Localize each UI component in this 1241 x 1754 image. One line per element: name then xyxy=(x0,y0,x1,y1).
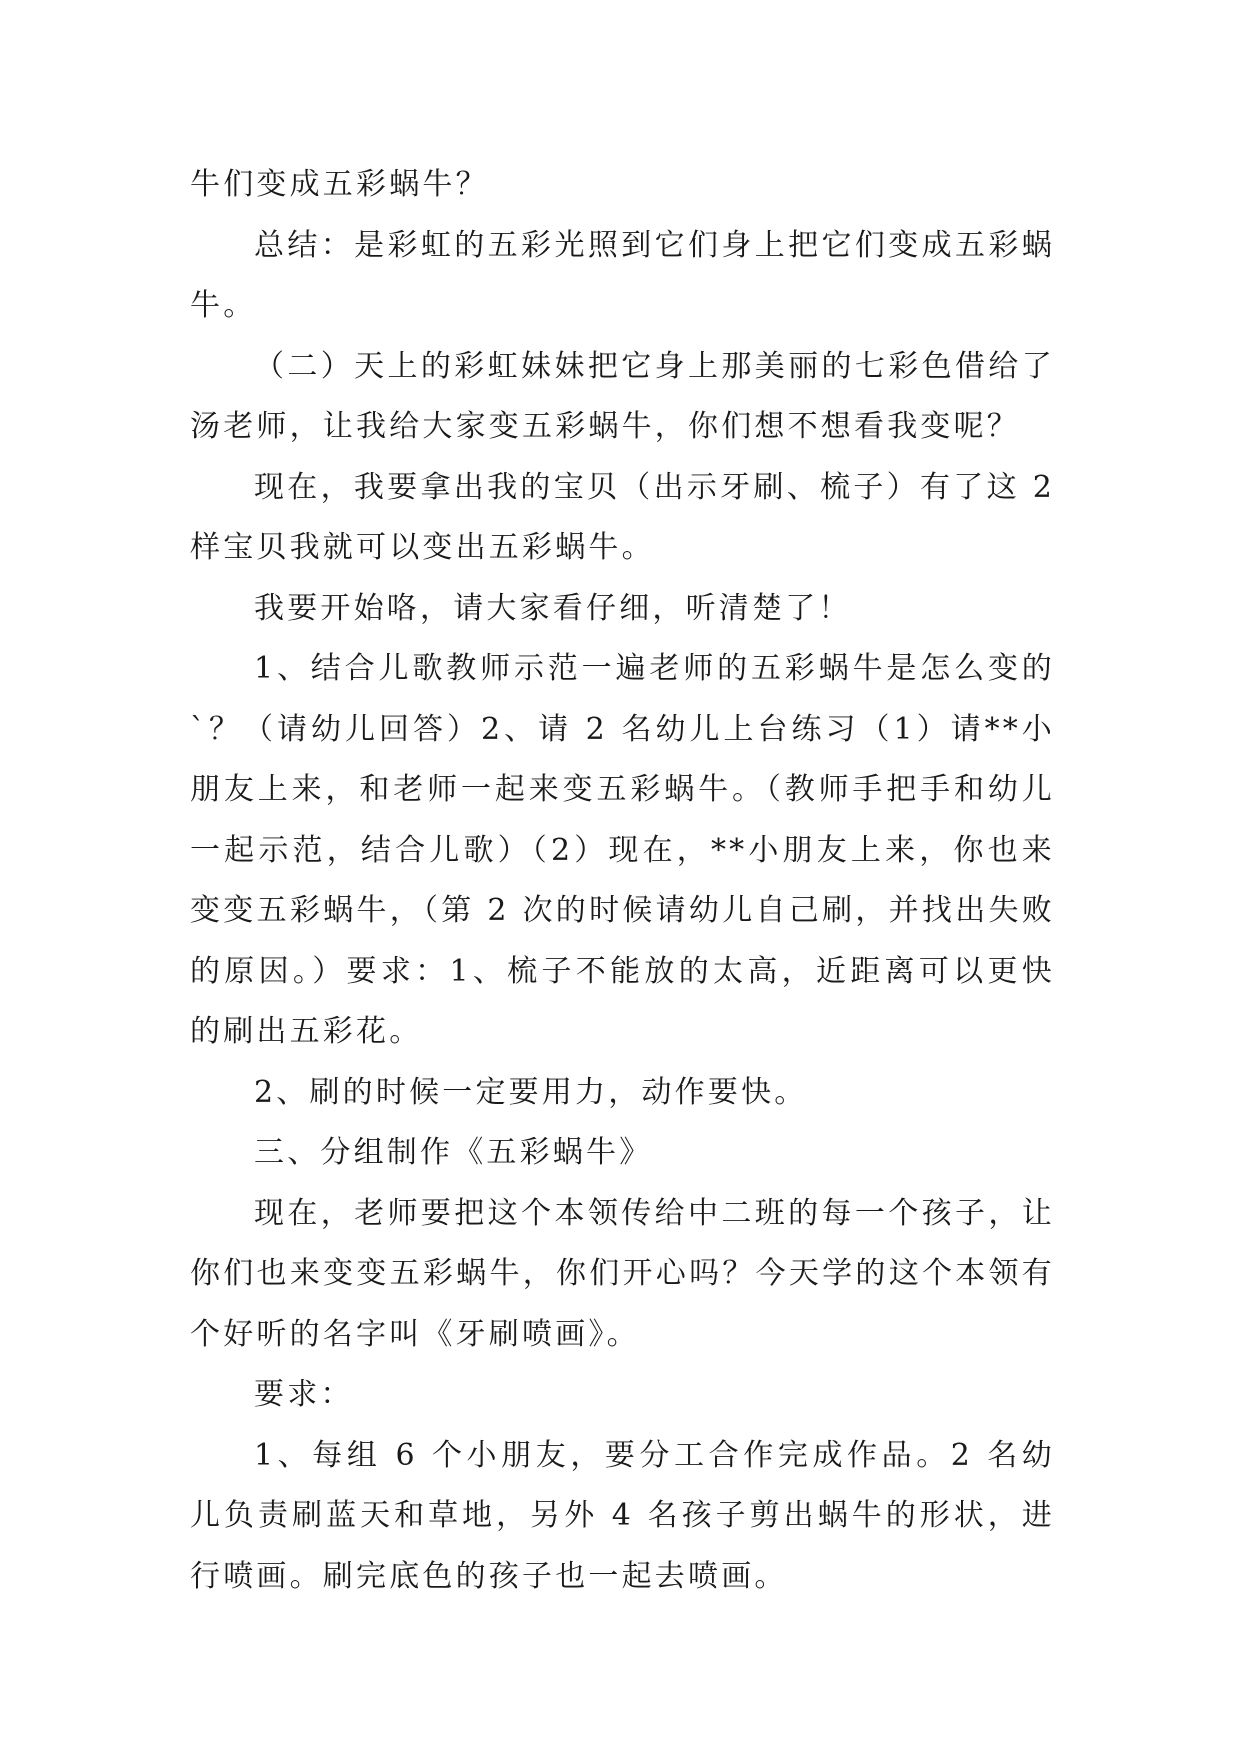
paragraph-group-rules: 1、每组 6 个小朋友，要分工合作完成作品。2 名幼儿负责刷蓝天和草地，另外 4 名孩子剪出蜗牛的形状，进行喷画。刷完底色的孩子也一起去喷画。 xyxy=(190,1437,1055,1594)
section-heading-group-work: 三、分组制作《五彩蜗牛》 xyxy=(254,1135,653,1170)
paragraph-treasure: 现在，我要拿出我的宝贝（出示牙刷、梳子）有了这 2 样宝贝我就可以变出五彩蜗牛。 xyxy=(190,469,1055,565)
paragraph-teach-skill: 现在，老师要把这个本领传给中二班的每一个孩子，让你们也来变变五彩蜗牛，你们开心吗？今天学的这个本领有个好听的名字叫《牙刷喷画》。 xyxy=(190,1195,1055,1352)
paragraph-requirements-label: 要求： xyxy=(254,1377,354,1412)
paragraph-demonstration: 1、结合儿歌教师示范一遍老师的五彩蜗牛是怎么变的`？（请幼儿回答）2、请 2 名幼儿上台练习（1）请**小朋友上来，和老师一起来变五彩蜗牛。（教师手把手和幼儿一起示范，结合儿歌）（2）现在，**小朋友上来，你也来变变五彩蜗牛，（第 2 次的时候请幼儿自己刷，并找出失败的原因。）要求：1、梳子不能放的太高，近距离可以更快的刷出五彩花。 xyxy=(190,651,1055,1049)
paragraph-continuation: 牛们变成五彩蜗牛？ xyxy=(190,167,489,202)
paragraph-summary: 总结：是彩虹的五彩光照到它们身上把它们变成五彩蜗牛。 xyxy=(190,227,1055,323)
paragraph-requirement-2: 2、刷的时候一定要用力，动作要快。 xyxy=(254,1074,808,1110)
paragraph-rainbow: （二）天上的彩虹妹妹把它身上那美丽的七彩色借给了汤老师，让我给大家变五彩蜗牛，你们想不想看我变呢？ xyxy=(190,348,1055,444)
paragraph-start: 我要开始咯，请大家看仔细，听清楚了！ xyxy=(254,590,852,626)
document-body xyxy=(190,155,1055,1607)
